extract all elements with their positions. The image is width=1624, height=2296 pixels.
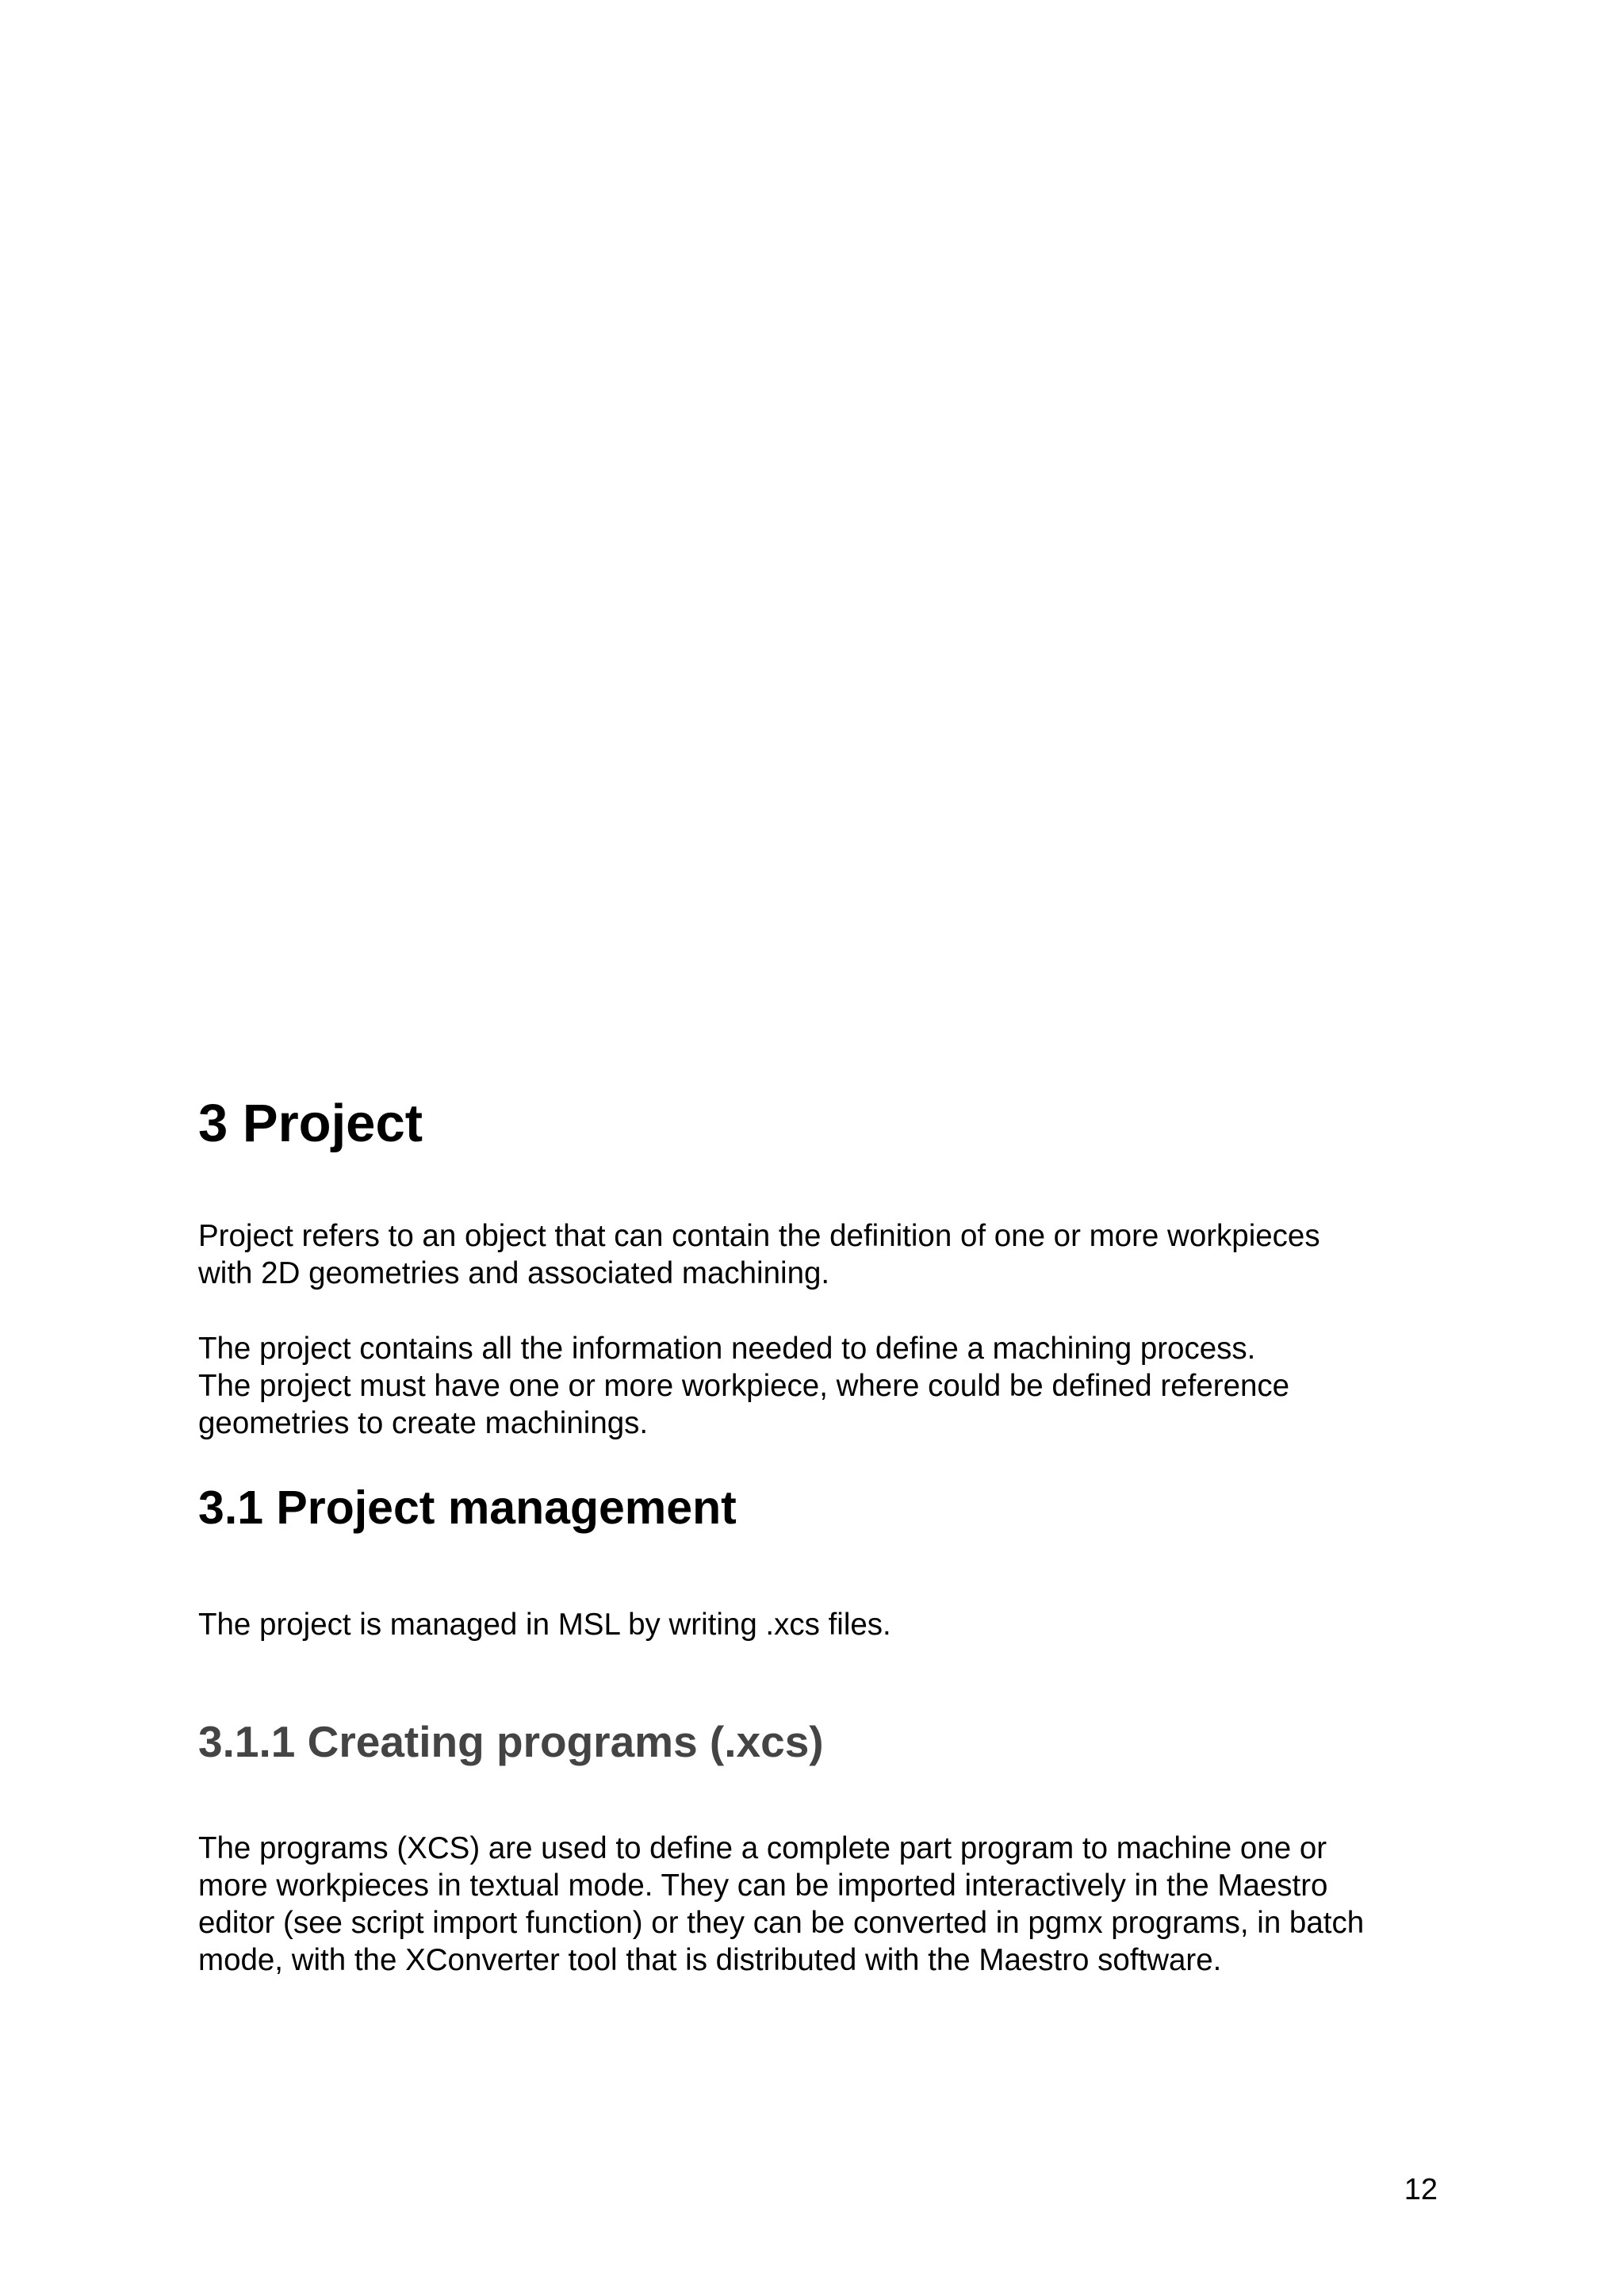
paragraph-line: The project must have one or more workpiece, where could be defined reference	[198, 1369, 1290, 1403]
chapter-detail-paragraph	[198, 1330, 1435, 1442]
paragraph-line: editor (see script import function) or they can be converted in pgmx programs, in batch	[198, 1906, 1365, 1940]
paragraph-line: The project is managed in MSL by writing .xcs files.	[198, 1608, 891, 1642]
paragraph-line: The project contains all the information needed to define a machining process.	[198, 1332, 1256, 1366]
chapter-heading: 3 Project	[198, 1094, 423, 1153]
subsection-heading: 3.1.1 Creating programs (.xcs)	[198, 1717, 824, 1766]
paragraph-line: mode, with the XConverter tool that is distributed with the Maestro software.	[198, 1943, 1222, 1977]
subsection-paragraph	[198, 1830, 1435, 1979]
paragraph-line: more workpieces in textual mode. They can be imported interactively in the Maestro	[198, 1869, 1328, 1903]
paragraph-line: The programs (XCS) are used to define a complete part program to machine one or	[198, 1831, 1327, 1865]
paragraph-line: with 2D geometries and associated machining.	[198, 1256, 830, 1290]
paragraph-line: geometries to create machinings.	[198, 1406, 649, 1440]
chapter-intro-paragraph	[198, 1217, 1435, 1292]
page-number: 12	[1404, 2173, 1438, 2206]
section-paragraph	[198, 1606, 1435, 1643]
paragraph-line: Project refers to an object that can contain the definition of one or more workpieces	[198, 1219, 1320, 1253]
section-heading: 3.1 Project management	[198, 1481, 737, 1534]
